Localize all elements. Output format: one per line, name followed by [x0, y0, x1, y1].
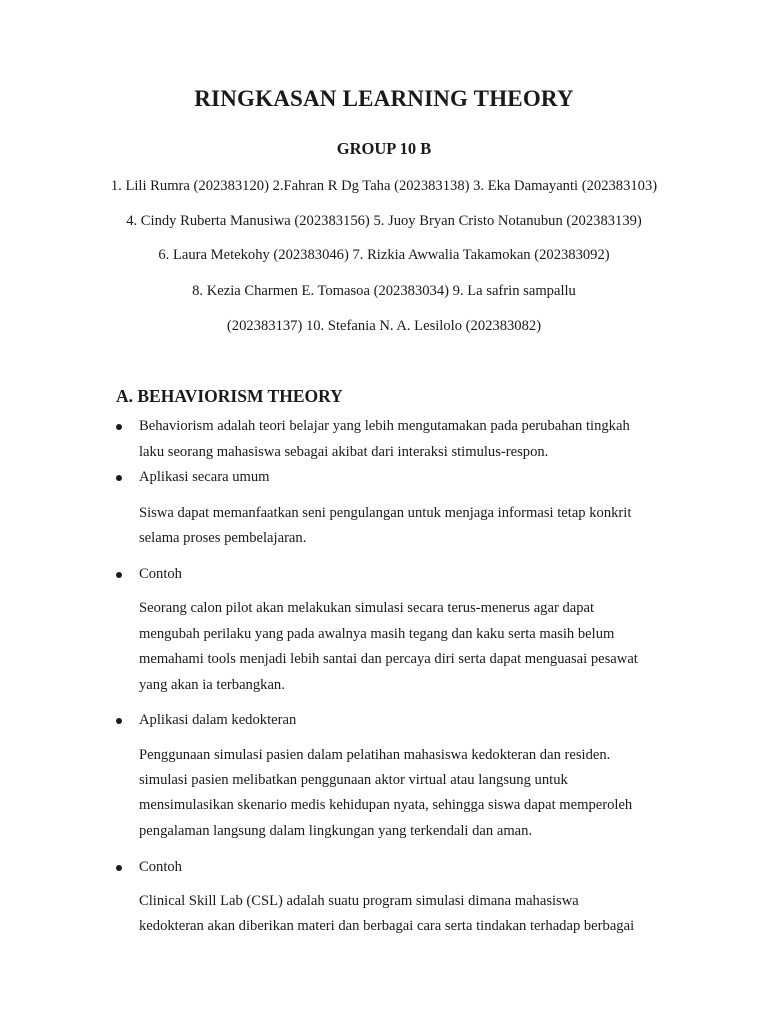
paragraph-line: yang akan ia terbangkan.: [139, 677, 285, 693]
paragraph-line: mengubah perilaku yang pada awalnya masih tegang dan kaku serta masih belum: [139, 626, 615, 642]
paragraph-line: memahami tools menjadi lebih santai dan percaya diri serta dapat menguasai pesawat: [139, 651, 638, 667]
paragraph-line: Penggunaan simulasi pasien dalam pelatihan mahasiswa kedokteran dan residen.: [139, 747, 611, 763]
group-heading: GROUP 10 B: [336, 139, 432, 158]
paragraph-line: simulasi pasien melibatkan penggunaan aktor virtual atau langsung untuk: [139, 772, 568, 788]
document-title: RINGKASAN LEARNING THEORY: [194, 86, 574, 111]
paragraph-line: kedokteran akan diberikan materi dan berbagai cara serta tindakan terhadap berbagai: [139, 918, 635, 934]
bullet-label: Aplikasi secara umum: [139, 469, 270, 485]
paragraph-line: Siswa dapat memanfaatkan seni pengulangan untuk menjaga informasi tetap konkrit: [139, 505, 632, 521]
paragraph-line: laku seorang mahasiswa sebagai akibat dari interaksi stimulus-respon.: [139, 444, 549, 460]
member-line: 1. Lili Rumra (202383120) 2.Fahran R Dg Taha (202383138) 3. Eka Damayanti (202383103): [110, 178, 658, 194]
paragraph-line: Clinical Skill Lab (CSL) adalah suatu program simulasi dimana mahasiswa: [139, 893, 579, 909]
paragraph-line: Behaviorism adalah teori belajar yang lebih mengutamakan pada perubahan tingkah: [139, 418, 630, 434]
member-line: 6. Laura Metekohy (202383046) 7. Rizkia Awwalia Takamokan (202383092): [158, 247, 610, 263]
bullet-icon: [116, 865, 122, 871]
bullet-label: Contoh: [139, 566, 182, 582]
bullet-icon: [116, 475, 122, 481]
bullet-label: Contoh: [139, 859, 182, 875]
section-heading: A. BEHAVIORISM THEORY: [116, 386, 343, 406]
bullet-label: Aplikasi dalam kedokteran: [139, 712, 297, 728]
bullet-icon: [116, 718, 122, 724]
paragraph-line: mensimulasikan skenario medis kehidupan nyata, sehingga siswa dapat memperoleh: [139, 797, 633, 813]
paragraph-line: pengalaman langsung dalam lingkungan yang terkendali dan aman.: [139, 823, 533, 839]
bullet-icon: [116, 424, 122, 430]
paragraph-line: Seorang calon pilot akan melakukan simulasi secara terus-menerus agar dapat: [139, 600, 595, 616]
paragraph-line: selama proses pembelajaran.: [139, 530, 307, 546]
bullet-icon: [116, 572, 122, 578]
member-line: 4. Cindy Ruberta Manusiwa (202383156) 5. Juoy Bryan Cristo Notanubun (202383139): [126, 213, 642, 229]
member-line: (202383137) 10. Stefania N. A. Lesilolo (202383082): [226, 318, 542, 334]
member-line: 8. Kezia Charmen E. Tomasoa (202383034) 9. La safrin sampallu: [192, 283, 576, 299]
